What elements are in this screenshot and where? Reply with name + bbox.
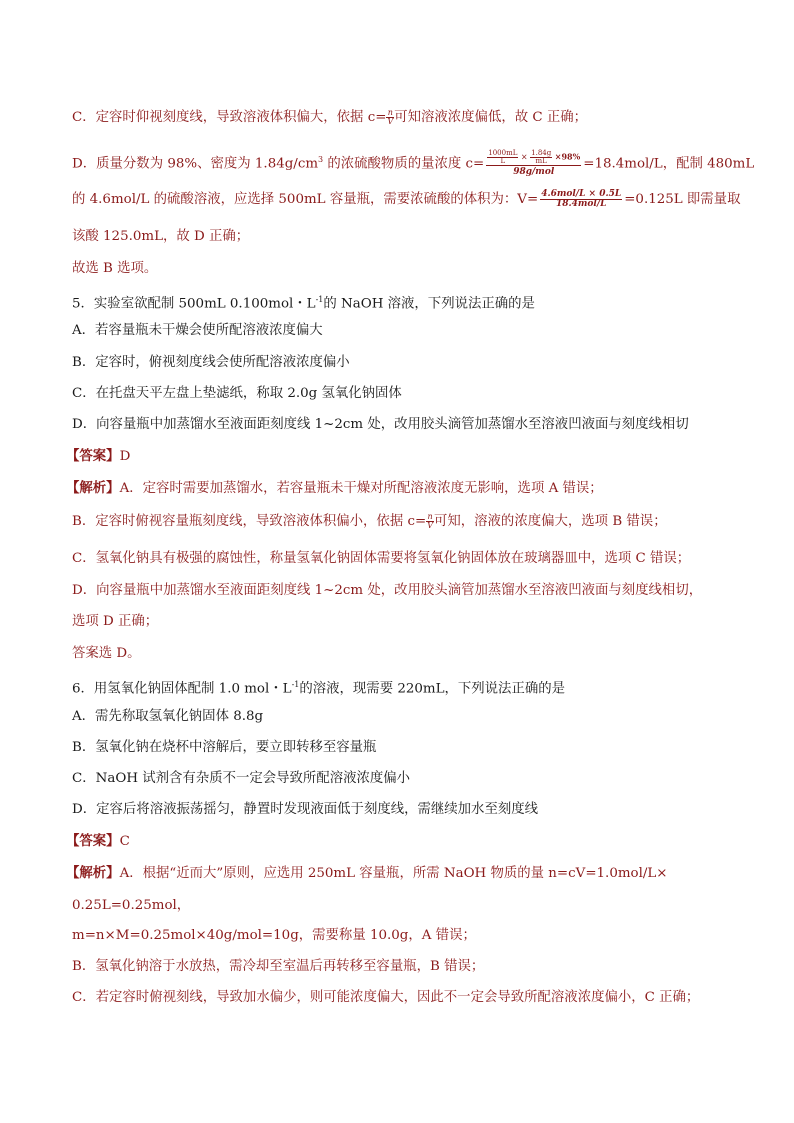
q5-analysis-d-line2: 选项 D 正确； — [72, 614, 159, 629]
percent-term: ×98% — [554, 151, 581, 162]
fraction-denominator: mL — [535, 157, 547, 166]
text-segment: 5．实验室欲配制 500mL 0.100mol・L — [72, 296, 316, 312]
q4-final-answer: 故选 B 选项。 — [72, 261, 158, 276]
q5-option-a: A．若容量瓶未干燥会使所配溶液浓度偏大 — [72, 323, 323, 338]
q5-analysis-b — [72, 512, 667, 532]
q5-analysis-d-line1: D．向容量瓶中加蒸馏水至液面距刻度线 1~2cm 处，改用胶头滴管加蒸馏水至溶液凹液面与刻度线相切， — [72, 583, 703, 598]
answer-value: D — [119, 449, 131, 464]
q5-final-answer: 答案选 D。 — [72, 646, 141, 661]
superscript: -1 — [291, 680, 300, 689]
fraction-denominator: L — [500, 157, 506, 166]
text-segment: 的浓硫酸物质的量浓度 c= — [323, 156, 485, 172]
q5-option-d: D．向容量瓶中加蒸馏水至液面距刻度线 1~2cm 处，改用胶头滴管加蒸馏水至溶液凹液面与刻度线相切 — [72, 417, 689, 432]
fraction-denominator: V — [427, 521, 433, 530]
fraction-numerator: 1000mL — [488, 149, 518, 158]
q5-analysis-a — [66, 478, 603, 499]
superscript: -1 — [315, 295, 324, 304]
superscript: 3 — [318, 155, 324, 164]
q6-analysis-a-line1 — [66, 863, 668, 884]
text-segment: 的溶液，现需要 220mL，下列说法正确的是 — [299, 681, 566, 697]
q4-analysis-c — [72, 108, 587, 128]
answer-value: C — [119, 834, 130, 849]
text-segment: =18.4mol/L，配制 480mL — [583, 156, 755, 172]
text-segment: 可知，溶液的浓度偏大，选项 B 错误； — [433, 514, 667, 529]
answer-tag: 【答案】 — [66, 448, 120, 464]
q6-analysis-b: B．氢氧化钠溶于水放热，需冷却至室温后再转移至容量瓶，B 错误； — [72, 959, 485, 974]
text-segment: C．定容时仰视刻度线，导致溶液体积偏大，依据 c= — [72, 110, 387, 125]
sub-fraction — [487, 150, 518, 165]
q6-option-d: D．定容后将溶液振荡摇匀，静置时发现液面低于刻度线，需继续加水至刻度线 — [72, 802, 539, 817]
text-segment: 可知溶液浓度偏低，故 C 正确； — [394, 110, 588, 125]
volume-fraction — [540, 190, 622, 209]
concentration-fraction — [486, 150, 581, 177]
text-segment: 的 4.6mol/L 的硫酸溶液，应选择 500mL 容量瓶，需要浓硫酸的体积为：V= — [72, 192, 539, 207]
q6-analysis-c: C．若定容时俯视刻线，导致加水偏少，则可能浓度偏大，因此不一定会导致所配溶液浓度偏小，C 正确； — [72, 990, 700, 1005]
text-segment: A．根据“近而大”原则，应选用 250mL 容量瓶，所需 NaOH 物质的量 n=cV=1.0mol/L× — [119, 866, 668, 881]
text-segment: 6．用氢氧化钠固体配制 1.0 mol・L — [72, 681, 292, 697]
sub-fraction — [530, 150, 552, 165]
q6-answer — [66, 831, 130, 852]
q4-analysis-d-line3: 该酸 125.0mL，故 D 正确； — [72, 229, 250, 244]
q6-option-b: B．氢氧化钠在烧杯中溶解后，要立即转移至容量瓶 — [72, 740, 377, 755]
q5-answer — [66, 446, 130, 467]
fraction-numerator: n — [387, 108, 393, 117]
fraction-numerator: 1.84g — [531, 149, 552, 158]
text-segment: B．定容时俯视容量瓶刻度线，导致溶液体积偏小，依据 c= — [72, 514, 427, 529]
q6-analysis-a-line3: m=n×M=0.25mol×40g/mol=10g，需要称量 10.0g，A 错误； — [72, 928, 476, 943]
q4-analysis-d-line1 — [72, 150, 754, 177]
fraction-denominator: 98g/mol — [513, 167, 555, 178]
text-segment: A．定容时需要加蒸馏水，若容量瓶未干燥对所配溶液浓度无影响，选项 A 错误； — [119, 481, 603, 496]
q6-option-a: A．需先称取氢氧化钠固体 8.8g — [72, 709, 264, 724]
q5-option-b: B．定容时，俯视刻度线会使所配溶液浓度偏小 — [72, 355, 350, 370]
text-segment: =0.125L 即需量取 — [624, 192, 741, 207]
q5-option-c: C．在托盘天平左盘上垫滤纸，称取 2.0g 氢氧化钠固体 — [72, 386, 402, 401]
fraction-denominator: V — [387, 117, 394, 126]
times-symbol: × — [520, 152, 528, 162]
analysis-tag: 【解析】 — [66, 480, 120, 496]
text-segment: D．质量分数为 98%、密度为 1.84g/cm — [72, 156, 319, 172]
fraction-numerator: 4.6mol/L × 0.5L — [541, 189, 622, 199]
analysis-tag: 【解析】 — [66, 865, 120, 881]
fraction-numerator: n — [427, 512, 433, 521]
q6-stem — [72, 675, 565, 699]
q4-analysis-d-line2 — [72, 190, 740, 210]
q6-option-c: C．NaOH 试剂含有杂质不一定会导致所配溶液浓度偏小 — [72, 771, 411, 786]
q5-analysis-c: C．氢氧化钠具有极强的腐蚀性，称量氢氧化钠固体需要将氢氧化钠固体放在玻璃器皿中，选项 C 错误； — [72, 551, 691, 566]
answer-tag: 【答案】 — [66, 833, 120, 849]
q5-stem — [72, 290, 535, 314]
q6-analysis-a-line2: 0.25L=0.25mol， — [72, 898, 191, 913]
fraction-n-over-v — [426, 513, 434, 530]
fraction-denominator: 18.4mol/L — [555, 199, 607, 209]
text-segment: 的 NaOH 溶液，下列说法正确的是 — [323, 296, 535, 312]
